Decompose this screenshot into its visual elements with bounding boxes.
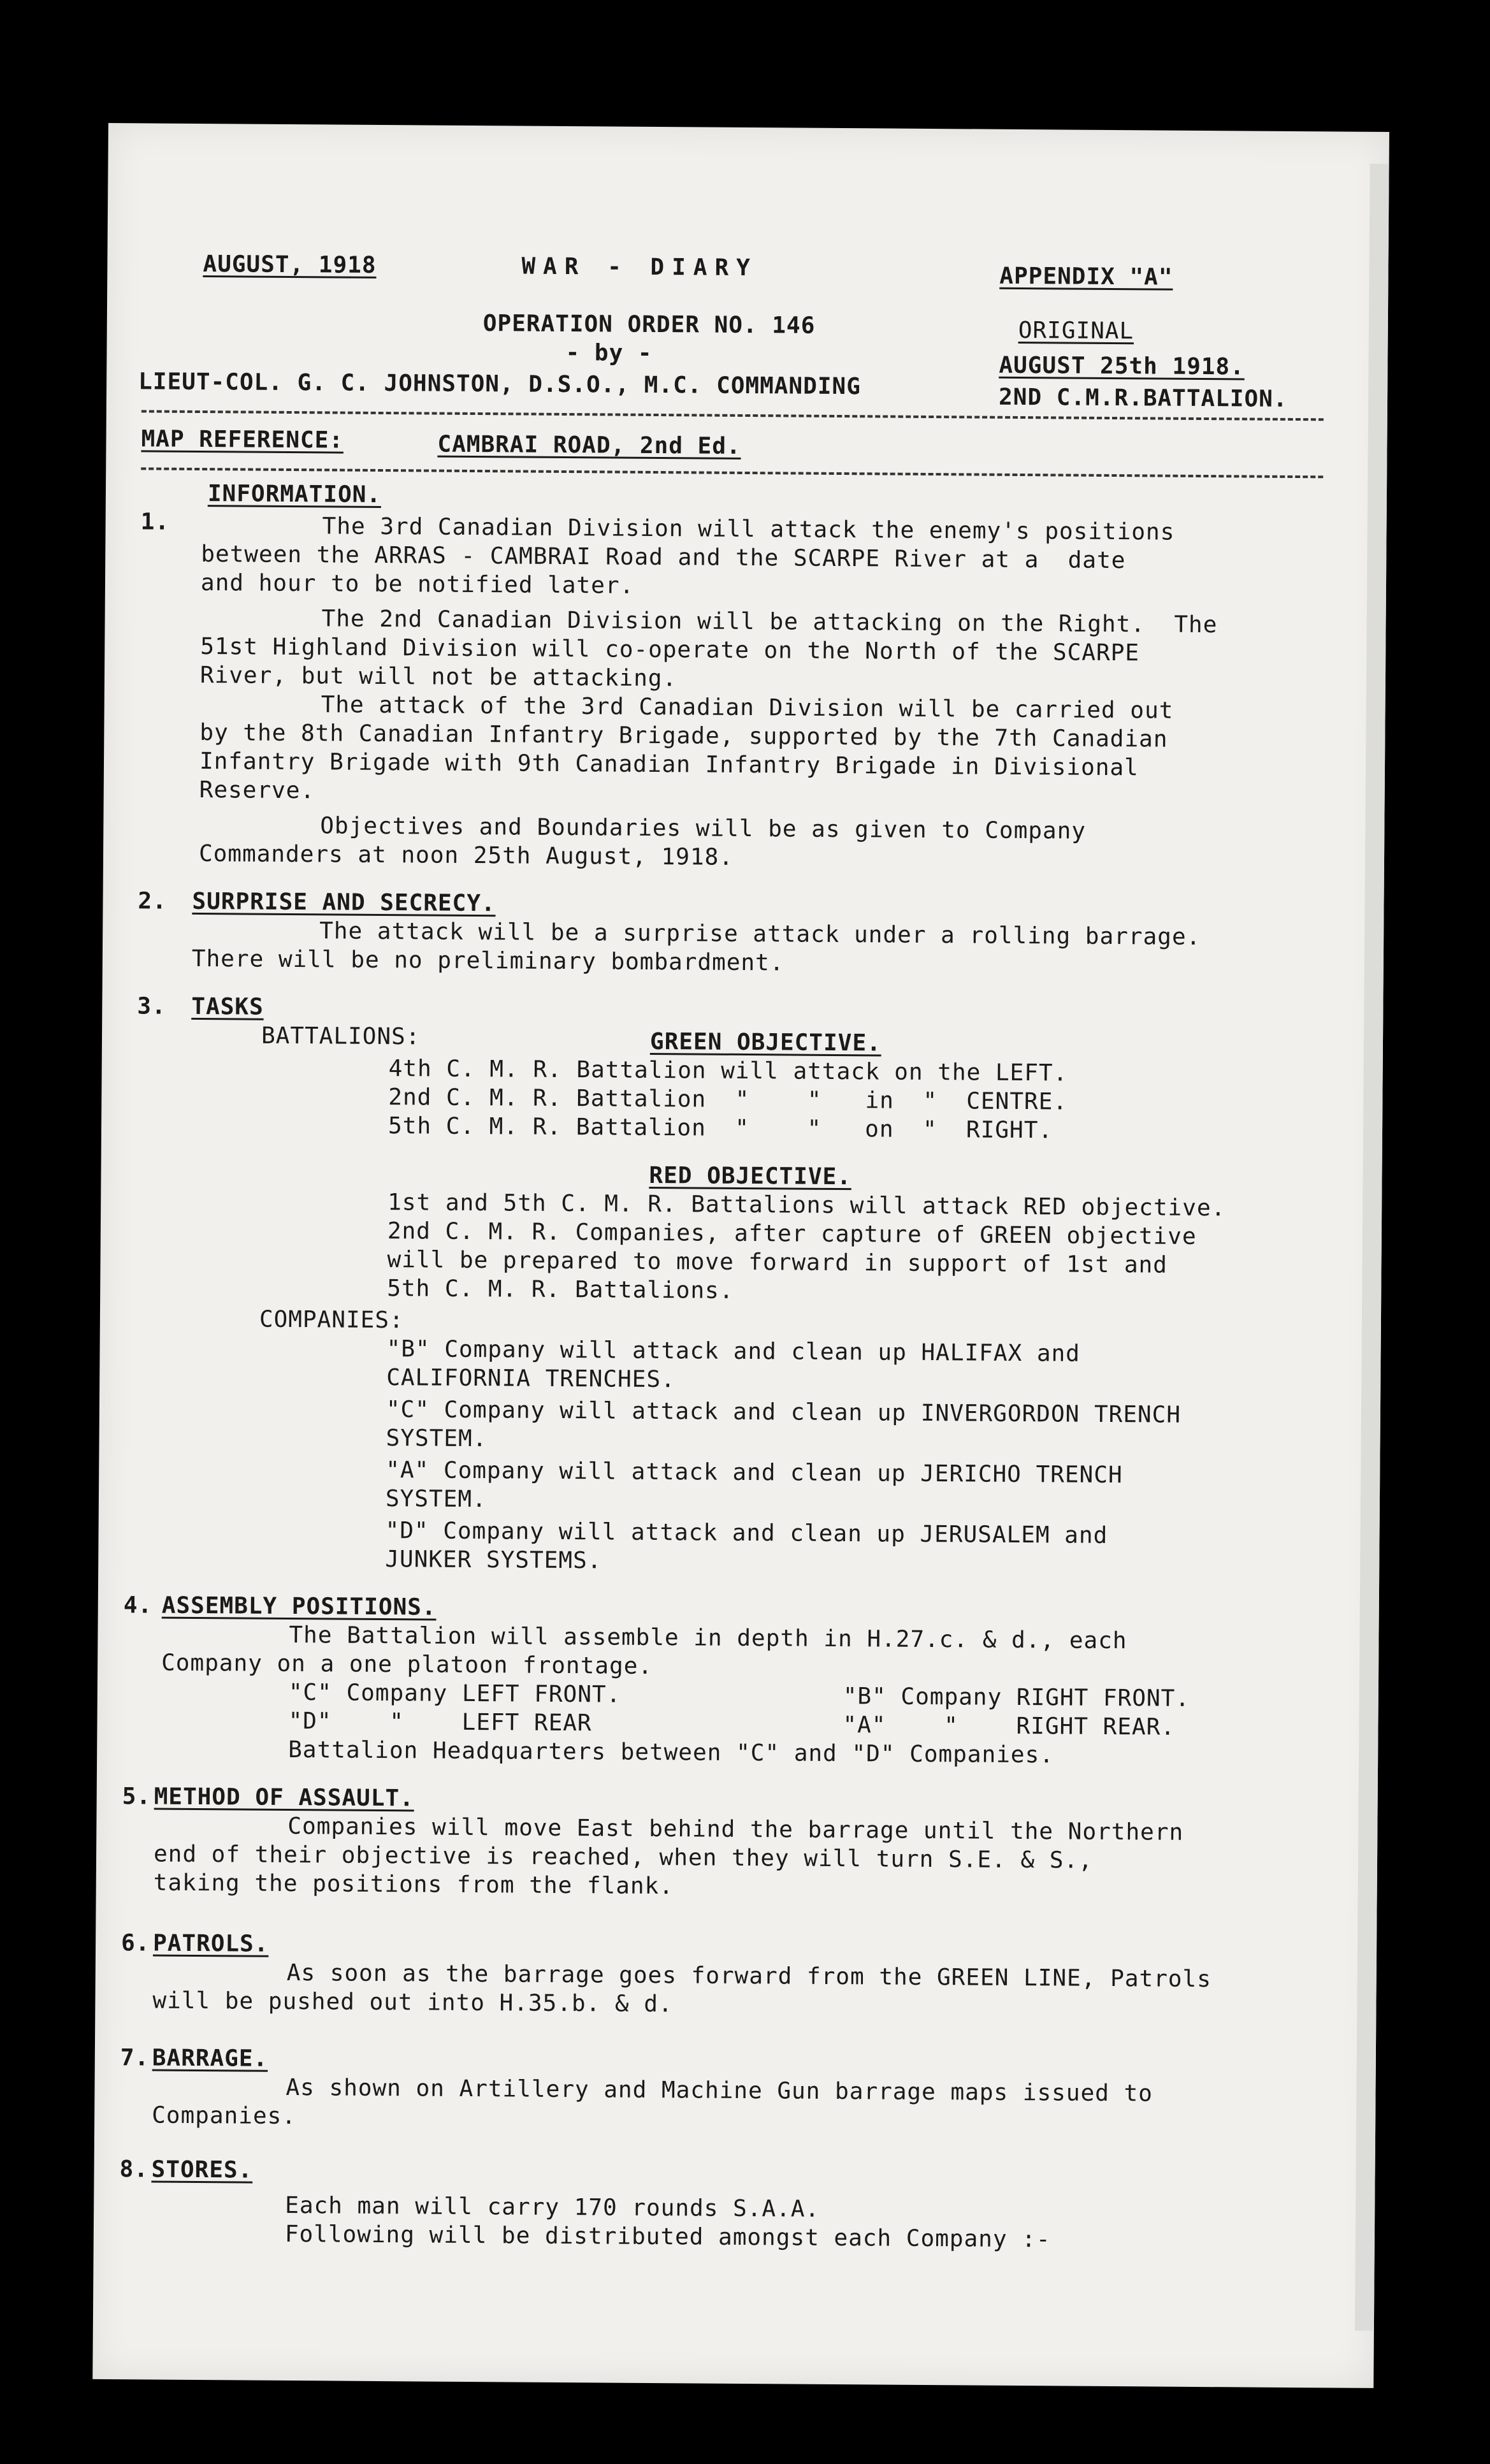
section-6-line: will be pushed out into H.35.b. & d. bbox=[152, 1987, 673, 2018]
section-4-line: The Battalion will assemble in depth in H.27.c. & d., each bbox=[289, 1622, 1127, 1655]
section-1-line: Objectives and Boundaries will be as given to Company bbox=[320, 813, 1087, 844]
battalion-hq-line: Battalion Headquarters between "C" and "D" Companies. bbox=[288, 1737, 1055, 1769]
section-1-line: The 2nd Canadian Division will be attacking on the Right. The bbox=[321, 605, 1218, 639]
section-8-number: 8. bbox=[119, 2156, 149, 2183]
document-page bbox=[92, 123, 1389, 2388]
red-objective-line: will be prepared to move forward in support of 1st and bbox=[387, 1247, 1168, 1279]
operation-order-title: OPERATION ORDER NO. 146 bbox=[482, 310, 816, 339]
section-8-line: Following will be distributed amongst each Company :- bbox=[284, 2221, 1051, 2253]
section-3-heading: TASKS bbox=[191, 993, 264, 1020]
section-1-line: Infantry Brigade with 9th Canadian Infantry Brigade in Divisional bbox=[199, 748, 1139, 781]
section-8-heading: STORES. bbox=[151, 2156, 253, 2184]
section-5-heading: METHOD OF ASSAULT. bbox=[154, 1783, 414, 1812]
section-2-line: There will be no preliminary bombardment. bbox=[191, 945, 785, 976]
section-1-line: Commanders at noon 25th August, 1918. bbox=[198, 841, 734, 871]
companies-label: COMPANIES: bbox=[259, 1306, 404, 1334]
company-task-line: JUNKER SYSTEMS. bbox=[385, 1546, 602, 1574]
green-objective-line: 2nd C. M. R. Battalion " " in " CENTRE. bbox=[388, 1084, 1068, 1115]
unit-name: 2ND C.M.R.BATTALION. bbox=[998, 384, 1288, 412]
section-2-heading: SURPRISE AND SECRECY. bbox=[192, 888, 496, 917]
appendix-label: APPENDIX "A" bbox=[999, 263, 1173, 291]
section-1-line: by the 8th Canadian Infantry Brigade, supported by the 7th Canadian bbox=[199, 720, 1168, 753]
assembly-left-rear: "D" " LEFT REAR bbox=[288, 1708, 592, 1737]
green-objective-line: 5th C. M. R. Battalion " " on " RIGHT. bbox=[387, 1113, 1053, 1144]
section-1-line: and hour to be notified later. bbox=[200, 570, 635, 599]
section-4-heading: ASSEMBLY POSITIONS. bbox=[161, 1592, 437, 1621]
section-1-line: The 3rd Canadian Division will attack the enemy's positions bbox=[322, 513, 1175, 546]
section-7-line: As shown on Artillery and Machine Gun barrage maps issued to bbox=[286, 2075, 1154, 2107]
section-5-line: taking the positions from the flank. bbox=[153, 1869, 674, 1900]
assembly-right-front: "B" Company RIGHT FRONT. bbox=[843, 1683, 1190, 1712]
company-task-line: SYSTEM. bbox=[386, 1425, 488, 1453]
section-7-line: Companies. bbox=[152, 2102, 297, 2130]
red-objective-heading: RED OBJECTIVE. bbox=[649, 1162, 852, 1191]
map-ref-divider bbox=[141, 467, 1323, 478]
red-objective-line: 2nd C. M. R. Companies, after capture of GREEN objective bbox=[387, 1218, 1197, 1250]
battalions-label: BATTALIONS: bbox=[261, 1022, 421, 1050]
section-2-number: 2. bbox=[138, 888, 168, 915]
assembly-left-front: "C" Company LEFT FRONT. bbox=[288, 1679, 621, 1708]
section-7-heading: BARRAGE. bbox=[152, 2045, 268, 2072]
red-objective-line: 1st and 5th C. M. R. Battalions will attack RED objective. bbox=[387, 1189, 1226, 1222]
map-reference-value: CAMBRAI ROAD, 2nd Ed. bbox=[437, 431, 741, 460]
green-objective-heading: GREEN OBJECTIVE. bbox=[649, 1028, 881, 1057]
section-5-number: 5. bbox=[122, 1783, 152, 1810]
company-task-line: "A" Company will attack and clean up JERICHO TRENCH bbox=[386, 1457, 1123, 1489]
section-6-number: 6. bbox=[120, 1930, 150, 1957]
page-edge bbox=[1355, 164, 1389, 2331]
company-task-line: CALIFORNIA TRENCHES. bbox=[386, 1365, 676, 1393]
section-1-line: 51st Highland Division will co-operate on the North of the SCARPE bbox=[200, 634, 1140, 667]
section-1-line: Reserve. bbox=[199, 777, 315, 804]
section-3-number: 3. bbox=[137, 993, 166, 1020]
green-objective-line: 4th C. M. R. Battalion will attack on the LEFT. bbox=[388, 1055, 1068, 1087]
section-1-line: between the ARRAS - CAMBRAI Road and the SCARPE River at a date bbox=[201, 541, 1126, 574]
company-task-line: "D" Company will attack and clean up JERUSALEM and bbox=[385, 1518, 1108, 1549]
map-reference-label: MAP REFERENCE: bbox=[141, 426, 344, 454]
diary-date: AUGUST, 1918 bbox=[203, 251, 377, 279]
company-task-line: "B" Company will attack and clean up HALIFAX and bbox=[386, 1336, 1081, 1367]
section-7-number: 7. bbox=[120, 2045, 150, 2071]
assembly-right-rear: "A" " RIGHT REAR. bbox=[843, 1712, 1176, 1741]
diary-title: WAR - DIARY bbox=[521, 253, 758, 282]
header-divider bbox=[141, 410, 1324, 421]
commander-line: LIEUT-COL. G. C. JOHNSTON, D.S.O., M.C. COMMANDING bbox=[138, 368, 862, 400]
section-1-line: The attack of the 3rd Canadian Division will be carried out bbox=[321, 692, 1174, 724]
company-task-line: SYSTEM. bbox=[385, 1486, 487, 1513]
section-4-line: Company on a one platoon frontage. bbox=[161, 1649, 653, 1680]
section-6-line: As soon as the barrage goes forward from the GREEN LINE, Patrols bbox=[286, 1960, 1212, 1993]
section-1-line: River, but will not be attacking. bbox=[199, 662, 677, 692]
section-1-number: 1. bbox=[140, 509, 170, 535]
section-1-heading: INFORMATION. bbox=[207, 481, 382, 508]
red-objective-line: 5th C. M. R. Battalions. bbox=[387, 1275, 734, 1304]
section-5-line: end of their objective is reached, when they will turn S.E. & S., bbox=[153, 1841, 1093, 1874]
order-date: AUGUST 25th 1918. bbox=[999, 352, 1245, 380]
section-8-line: Each man will carry 170 rounds S.A.A. bbox=[285, 2192, 820, 2222]
section-2-line: The attack will be a surprise attack under a rolling barrage. bbox=[319, 918, 1201, 950]
by-line: - by - bbox=[565, 340, 653, 366]
section-4-number: 4. bbox=[123, 1592, 153, 1619]
original-label: ORIGINAL bbox=[1018, 317, 1134, 345]
section-6-heading: PATROLS. bbox=[152, 1930, 269, 1957]
company-task-line: "C" Company will attack and clean up INVERGORDON TRENCH bbox=[386, 1396, 1182, 1428]
section-5-line: Companies will move East behind the barrage until the Northern bbox=[287, 1813, 1184, 1846]
